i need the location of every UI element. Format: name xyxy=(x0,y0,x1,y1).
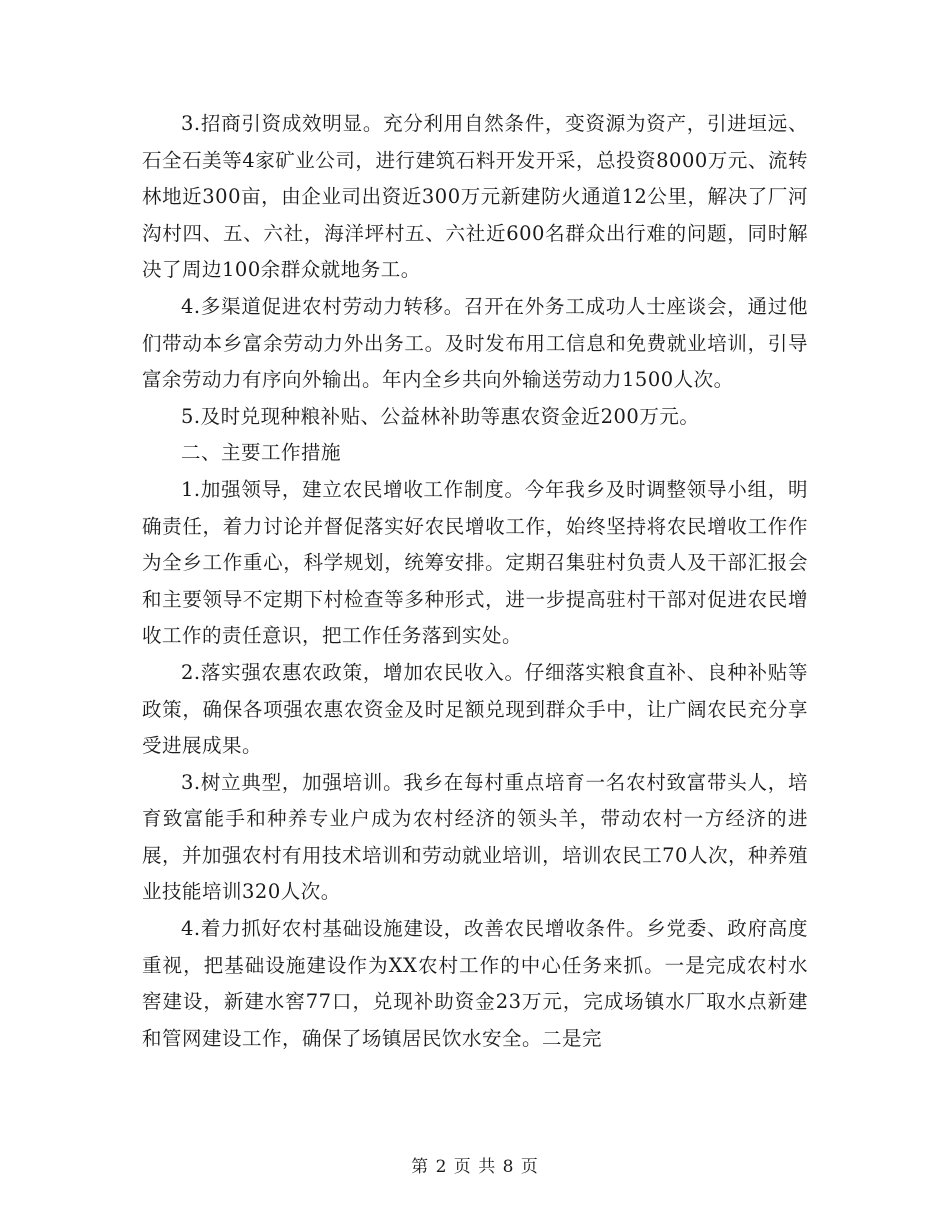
paragraph-8: 4.着力抓好农村基础设施建设，改善农民增收条件。乡党委、政府高度重视，把基础设施建设作为XX农村工作的中心任务来抓。一是完成农村水窖建设，新建水窖77口，兑现补助资金23万元，完成场镇水厂取水点新建和管网建设工作，确保了场镇居民饮水安全。二是完 xyxy=(142,917,808,1050)
paragraph-3: 5.及时兑现种粮补贴、公益林补助等惠农资金近200万元。 xyxy=(181,404,700,428)
paragraph-1: 3.招商引资成效明显。充分利用自然条件，变资源为资产，引进垣远、石全石美等4家矿业公司，进行建筑石料开发开采，总投资8000万元、流转林地近300亩，由企业司出资近300万元新建防火通道12公里，解决了厂河沟村四、五、六社，海洋坪村五、六社近600名群众出行难的问题，同时解决了周边100余群众就地务工。 xyxy=(142,112,808,282)
paragraph-6: 2.落实强农惠农政策，增加农民收入。仔细落实粮食直补、良种补贴等政策，确保各项强农惠农资金及时足额兑现到群众手中，让广阔农民充分享受进展成果。 xyxy=(142,660,808,758)
document-body xyxy=(142,106,808,1057)
paragraph-5: 1.加强领导，建立农民增收工作制度。今年我乡及时调整领导小组，明确责任，着力讨论并督促落实好农民增收工作，始终坚持将农民增收工作作为全乡工作重心，科学规划，统筹安排。定期召集驻村负责人及干部汇报会和主要领导不定期下村检查等多种形式，进一步提高驻村干部对促进农民增收工作的责任意识，把工作任务落到实处。 xyxy=(142,477,808,648)
paragraph-7: 3.树立典型，加强培训。我乡在每村重点培育一名农村致富带头人，培育致富能手和种养专业户成为农村经济的领头羊，带动农村一方经济的进展，并加强农村有用技术培训和劳动就业培训，培训农民工70人次，种养殖业技能培训320人次。 xyxy=(142,770,808,904)
paragraph-2: 4.多渠道促进农村劳动力转移。召开在外务工成功人士座谈会，通过他们带动本乡富余劳动力外出务工。及时发布用工信息和免费就业培训，引导富余劳动力有序向外输出。年内全乡共向外输送劳动力1500人次。 xyxy=(142,294,808,392)
section-heading: 二、主要工作措施 xyxy=(181,441,342,465)
page-footer: 第 2 页 共 8 页 xyxy=(411,1157,539,1177)
